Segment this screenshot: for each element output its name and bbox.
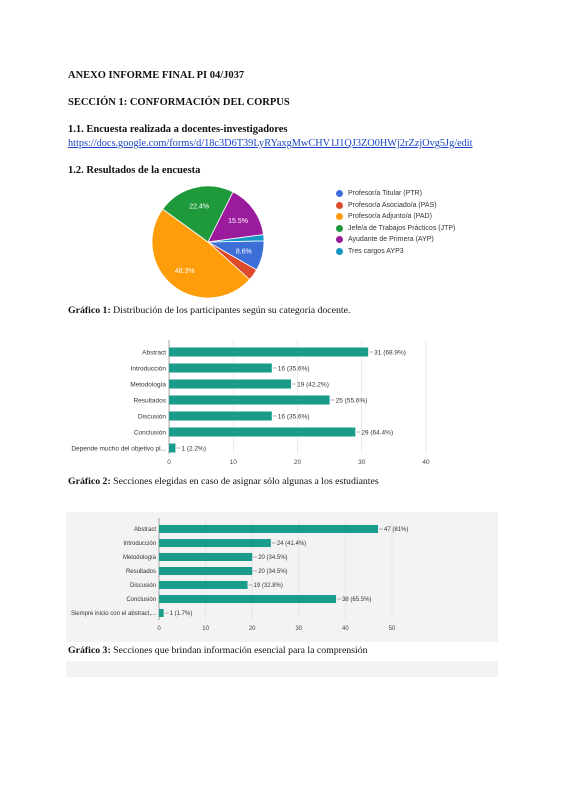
- bar-value-label: 1 (1.7%): [169, 611, 193, 618]
- bar: [159, 525, 378, 533]
- legend-entry: [336, 211, 432, 222]
- section-heading: SECCIÓN 1: CONFORMACIÓN DEL CORPUS: [68, 97, 290, 108]
- bar: [159, 581, 248, 589]
- caption-chart-2: [68, 476, 379, 487]
- legend-swatch: [336, 202, 343, 209]
- x-tick-label: 20: [248, 626, 256, 632]
- category-label: Abstract: [142, 349, 166, 357]
- bar-value-label: 16 (35.6%): [277, 365, 310, 373]
- x-tick-label: 40: [342, 626, 349, 632]
- x-tick-label: 30: [295, 626, 303, 632]
- bar: [159, 595, 336, 603]
- bar-chart-sections-essential: [66, 512, 498, 642]
- legend-label: Profesor/a Asociado/a (PAS): [348, 201, 437, 209]
- caption-chart-1-text: Distribución de los participantes según su categoría docente.: [110, 305, 351, 316]
- legend-label: Profesor/a Titular (PTR): [348, 190, 422, 197]
- category-label: Conclusión: [133, 429, 166, 437]
- legend-swatch: [336, 213, 343, 220]
- caption-chart-1: [68, 305, 350, 316]
- legend-entry: [336, 234, 434, 245]
- bar: [169, 348, 368, 357]
- legend-label: Jefe/a de Trabajos Prácticos (JTP): [348, 224, 456, 232]
- subsection-heading-survey: 1.1. Encuesta realizada a docentes-investigadores: [68, 124, 288, 135]
- x-tick-label: 10: [229, 459, 237, 466]
- category-label: Abstract: [133, 527, 156, 534]
- bar-value-label: 47 (81%): [384, 527, 409, 534]
- category-label: Discusión: [129, 583, 156, 590]
- category-label: Metodología: [122, 555, 156, 562]
- bar: [169, 444, 175, 453]
- category-label: Resultados: [133, 397, 166, 405]
- legend-label: Tres cargos AYP3: [348, 247, 404, 255]
- survey-link[interactable]: https://docs.google.com/forms/d/18c3D6T39LyRYaxgMwCHV1J1QJ3ZO0HWj2rZzjOvg5Jg/edit: [68, 138, 473, 149]
- legend-entry: [336, 188, 422, 199]
- category-label: Metodología: [130, 381, 166, 389]
- legend-swatch: [336, 190, 343, 197]
- legend-entry: [336, 246, 404, 257]
- bar: [159, 553, 252, 561]
- pie-slice-label: 8.6%: [235, 248, 252, 256]
- legend-label: Profesor/a Adjunto/a (PAD): [348, 213, 432, 220]
- x-tick-label: 50: [388, 626, 396, 632]
- category-label: Siempre inicio con el abstract,...: [70, 611, 156, 618]
- category-label: Introducción: [123, 541, 156, 548]
- x-tick-label: 30: [358, 459, 366, 466]
- bar-value-label: 1 (2.2%): [181, 445, 207, 453]
- bar-value-label: 29 (64.4%): [361, 429, 394, 437]
- category-label: Depende mucho del objetivo pl...: [71, 445, 166, 453]
- legend-swatch: [336, 248, 343, 255]
- x-tick-label: 20: [293, 459, 302, 466]
- caption-chart-2-text: Secciones elegidas en caso de asignar sólo algunas a los estudiantes: [110, 476, 379, 487]
- bar: [169, 380, 291, 389]
- bar-value-label: 16 (35.6%): [277, 413, 310, 421]
- legend-entry: [336, 223, 455, 234]
- pie-chart-categories: [148, 182, 268, 302]
- legend-swatch: [336, 225, 343, 232]
- caption-chart-1-label: Gráfico 1:: [68, 305, 111, 316]
- bar: [169, 428, 355, 437]
- bar: [169, 396, 330, 405]
- bar-chart-sections-assigned: [66, 340, 436, 468]
- pie-slice-label: 22.4%: [189, 203, 210, 211]
- legend-swatch: [336, 236, 343, 243]
- doc-title: ANEXO INFORME FINAL PI 04/J037: [68, 70, 245, 81]
- bar: [159, 567, 252, 575]
- caption-chart-3: [68, 645, 368, 656]
- category-label: Resultados: [125, 569, 156, 576]
- x-tick-label: 40: [422, 459, 430, 466]
- pie-slice-label: 15.5%: [228, 218, 249, 226]
- bar-value-label: 25 (55.6%): [335, 397, 368, 405]
- bar-value-label: 20 (34.5%): [258, 555, 288, 562]
- x-tick-label: 0: [157, 626, 161, 632]
- caption-chart-3-label: Gráfico 3:: [68, 645, 111, 656]
- category-label: Conclusión: [126, 597, 156, 604]
- bar-value-label: 19 (42.2%): [297, 381, 329, 389]
- bar: [169, 412, 272, 421]
- bar-value-label: 31 (68.9%): [374, 349, 406, 357]
- bar: [159, 539, 271, 547]
- category-label: Introducción: [130, 365, 166, 373]
- bar-value-label: 24 (41.4%): [276, 541, 307, 548]
- bar: [159, 609, 164, 617]
- caption-chart-2-label: Gráfico 2:: [68, 476, 111, 487]
- next-panel-strip: [66, 661, 498, 677]
- subsection-heading-results: 1.2. Resultados de la encuesta: [68, 165, 201, 176]
- legend-label: Ayudante de Primera (AYP): [348, 236, 434, 243]
- bar-value-label: 20 (34.5%): [258, 569, 288, 576]
- pie-legend: [336, 188, 536, 268]
- pie-slice-label: 48.3%: [174, 268, 195, 276]
- bar: [169, 364, 272, 373]
- x-tick-label: 10: [202, 626, 209, 632]
- caption-chart-3-text: Secciones que brindan información esencial para la comprensión: [110, 645, 368, 656]
- bar-value-label: 19 (32.8%): [253, 583, 283, 590]
- bar-value-label: 38 (65.5%): [342, 597, 372, 604]
- category-label: Discusión: [137, 413, 166, 421]
- x-tick-label: 0: [167, 459, 171, 466]
- legend-entry: [336, 200, 437, 211]
